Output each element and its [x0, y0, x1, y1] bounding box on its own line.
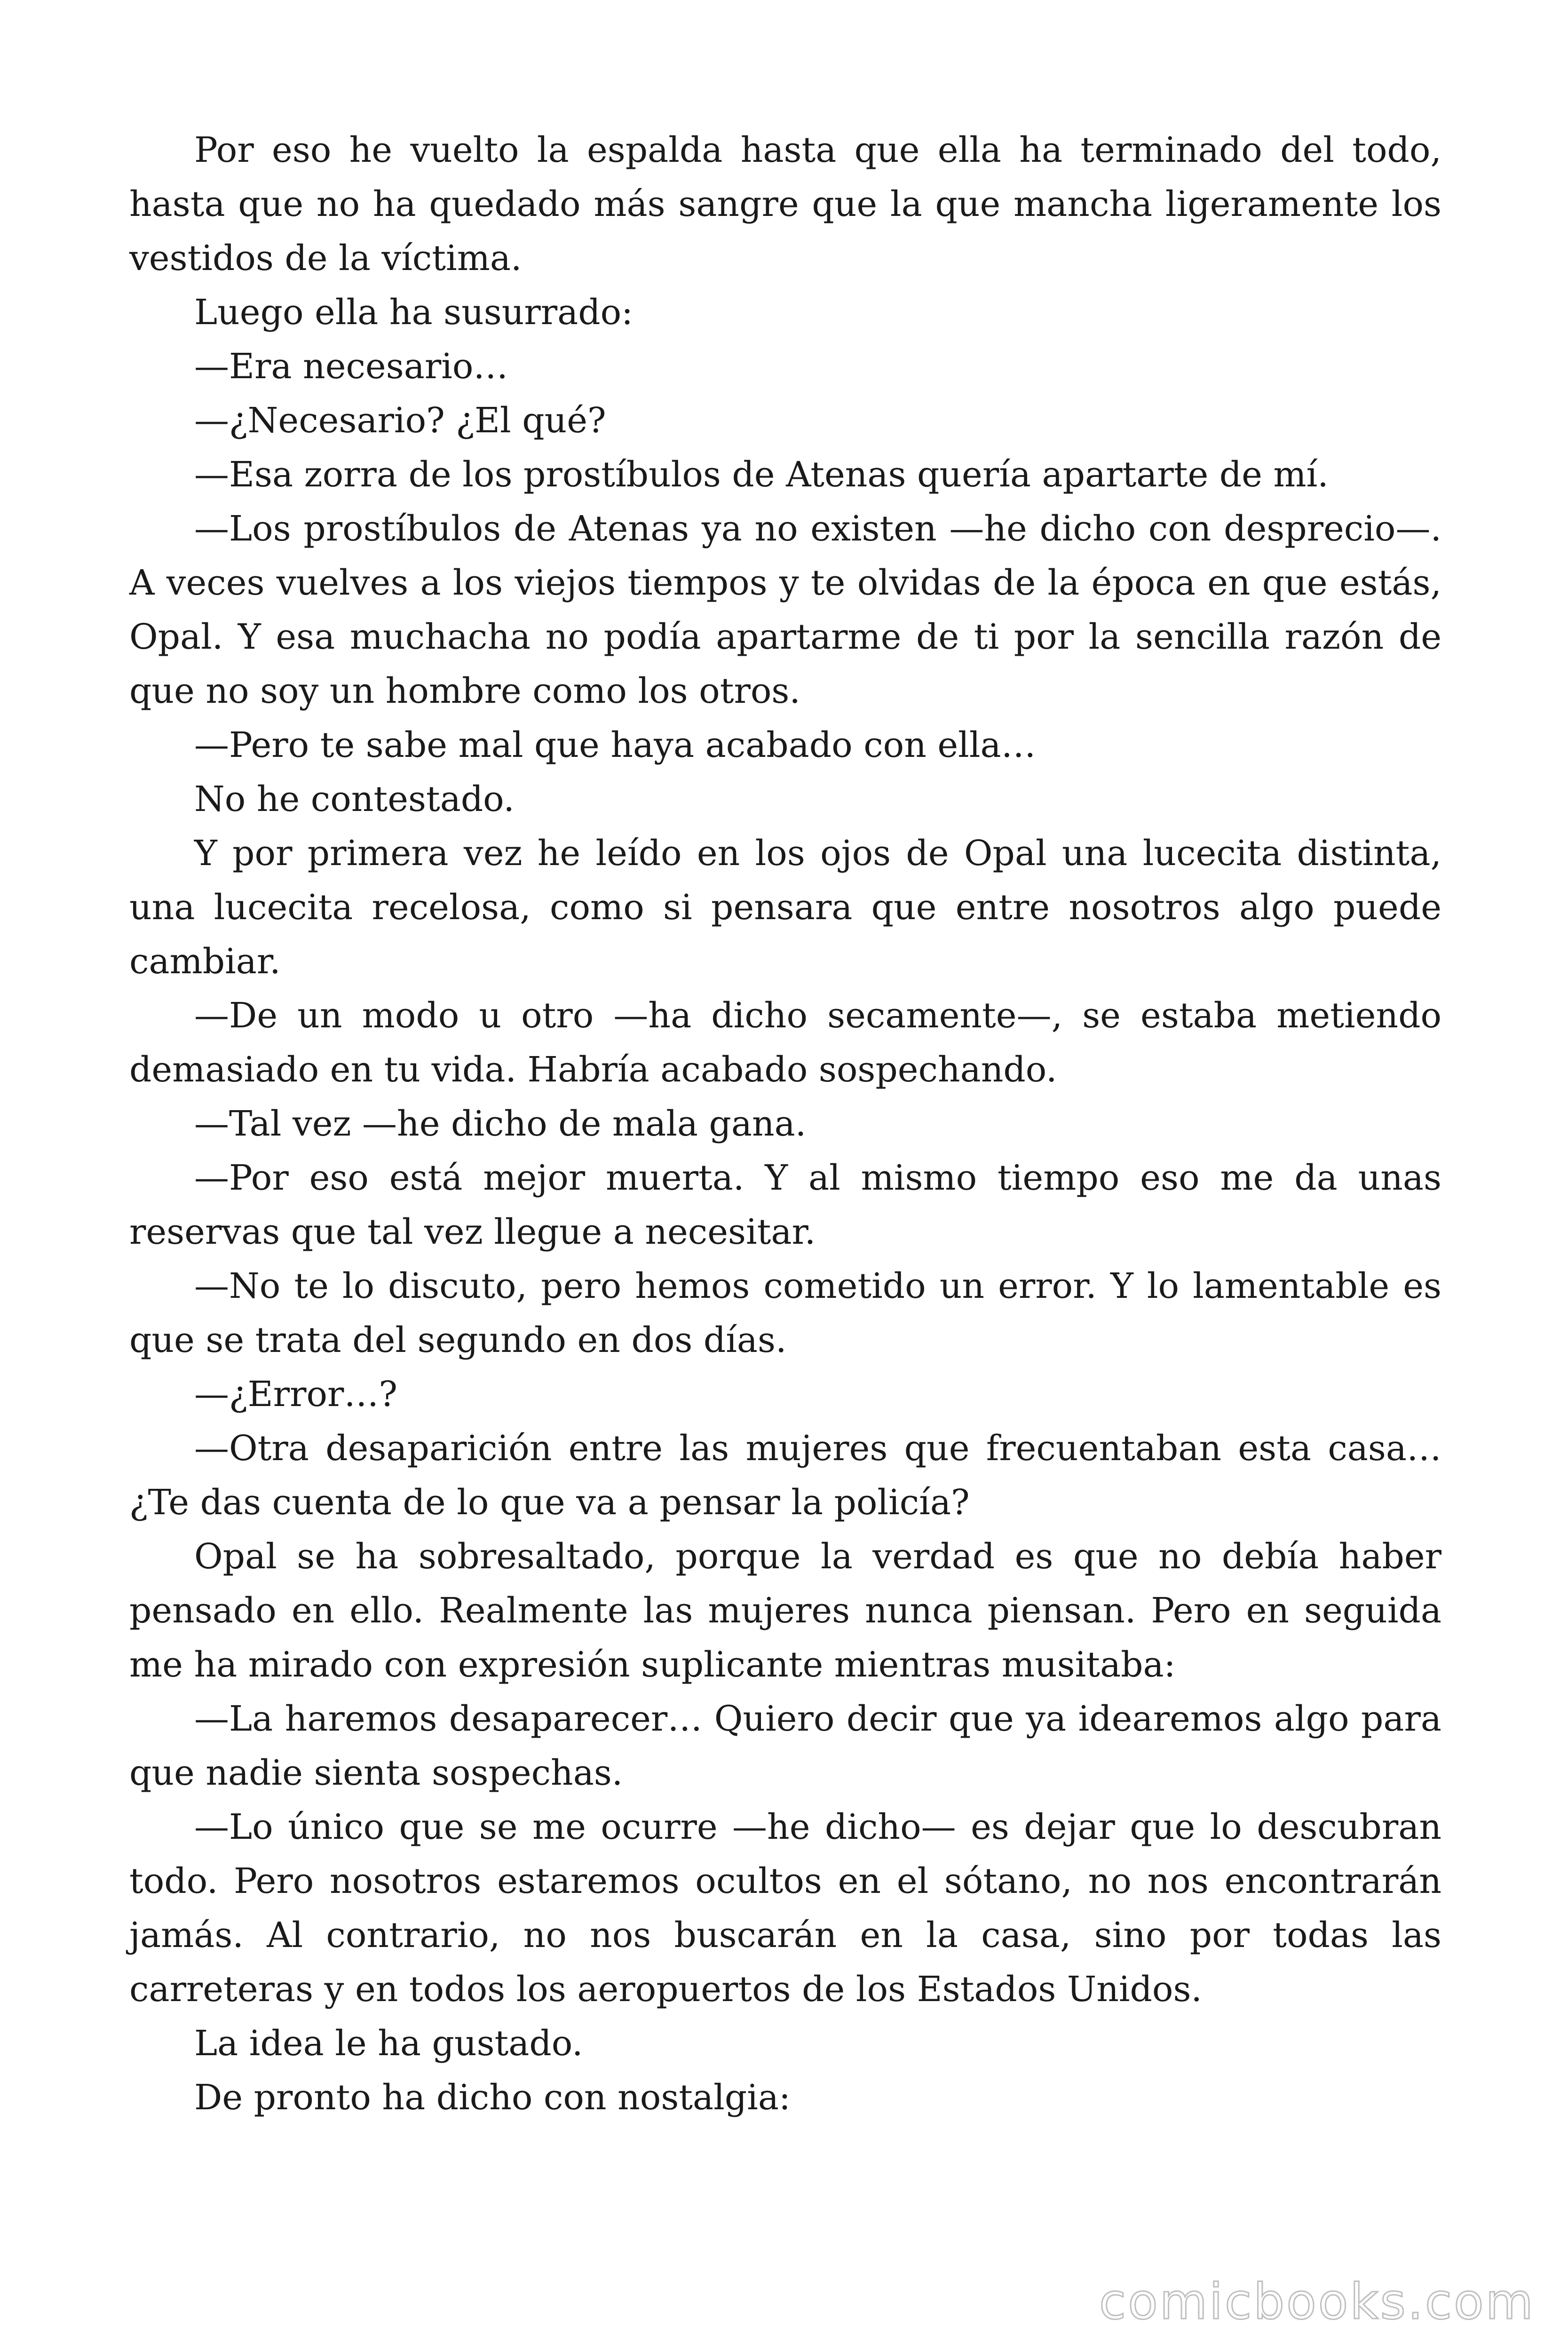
paragraph: —Tal vez —he dicho de mala gana.	[194, 1104, 807, 1144]
paragraph: —La haremos desaparecer… Quiero decir que ya idearemos algo para que nadie sienta sospechas.	[129, 1699, 1441, 1793]
paragraph: —¿Error…?	[194, 1374, 398, 1414]
paragraph: —Los prostíbulos de Atenas ya no existen —he dicho con desprecio—. A veces vuelves a los viejos tiempos y te olvidas de la época en que estás, Opal. Y esa muchacha no podía apartarme de ti por la sencilla razón de que no soy un hombre como los otros.	[129, 509, 1441, 711]
paragraph: La idea le ha gustado.	[194, 2023, 583, 2064]
page-text	[129, 123, 1441, 2125]
paragraph: Opal se ha sobresaltado, porque la verdad es que no debía haber pensado en ello. Realmente las mujeres nunca piensan. Pero en seguida me ha mirado con expresión suplicante mientras musitaba:	[129, 1536, 1441, 1685]
paragraph: —No te lo discuto, pero hemos cometido un error. Y lo lamentable es que se trata del segundo en dos días.	[129, 1266, 1441, 1360]
paragraph: Por eso he vuelto la espalda hasta que ella ha terminado del todo, hasta que no ha quedado más sangre que la que mancha ligeramente los vestidos de la víctima.	[129, 130, 1441, 278]
paragraph: —Esa zorra de los prostíbulos de Atenas quería apartarte de mí.	[194, 454, 1329, 495]
paragraph: —Por eso está mejor muerta. Y al mismo tiempo eso me da unas reservas que tal vez llegue a necesitar.	[129, 1158, 1441, 1252]
paragraph: —De un modo u otro —ha dicho secamente—, se estaba metiendo demasiado en tu vida. Habría acabado sospechando.	[129, 995, 1441, 1090]
paragraph: —Pero te sabe mal que haya acabado con ella…	[194, 725, 1036, 765]
paragraph: —¿Necesario? ¿El qué?	[194, 400, 606, 441]
paragraph: —Otra desaparición entre las mujeres que frecuentaban esta casa… ¿Te das cuenta de lo que va a pensar la policía?	[129, 1428, 1441, 1523]
paragraph: De pronto ha dicho con nostalgia:	[194, 2077, 791, 2118]
watermark: comicbooks.com	[1099, 2273, 1535, 2330]
paragraph: —Era necesario…	[194, 346, 508, 387]
paragraph: Luego ella ha susurrado:	[194, 292, 634, 333]
paragraph: No he contestado.	[194, 779, 515, 819]
paragraph: Y por primera vez he leído en los ojos de Opal una lucecita distinta, una lucecita recelosa, como si pensara que entre nosotros algo puede cambiar.	[129, 833, 1441, 982]
paragraph: —Lo único que se me ocurre —he dicho— es dejar que lo descubran todo. Pero nosotros estaremos ocultos en el sótano, no nos encontrarán jamás. Al contrario, no nos buscarán en la casa, sino por todas las carreteras y en todos los aeropuertos de los Estados Unidos.	[129, 1807, 1441, 2010]
